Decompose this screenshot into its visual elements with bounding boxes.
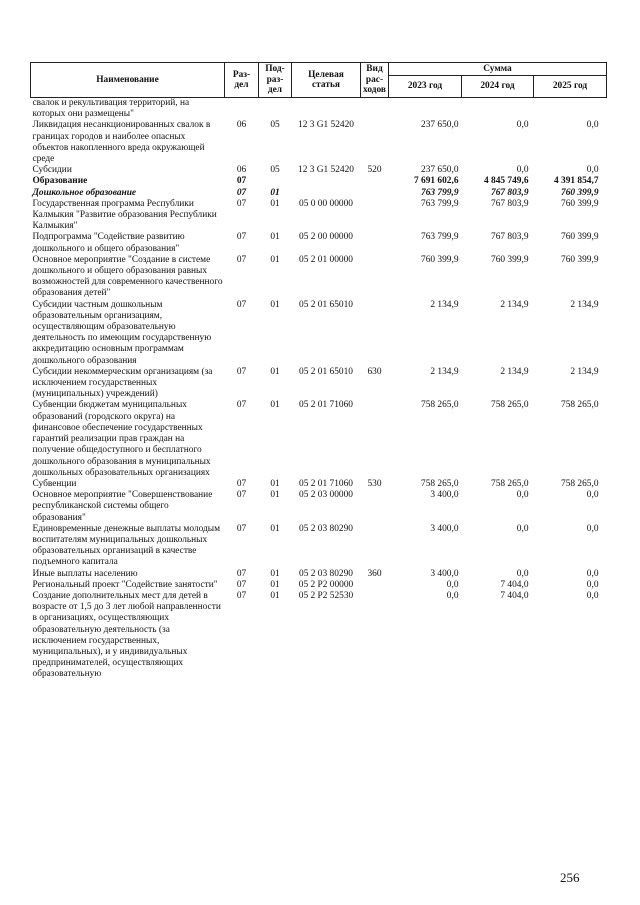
cell-expense-type (361, 199, 389, 233)
cell-target-article (292, 188, 361, 199)
cell-sum-2024: 767 803,9 (491, 198, 529, 209)
cell-razdel: 07 (236, 523, 247, 534)
header-razdel: Раз- дел (225, 63, 259, 98)
cell-target-article: 05 2 03 80290 (299, 568, 353, 579)
cell-sum-2024: 0,0 (516, 120, 529, 131)
cell-target-article: 05 2 01 71060 (299, 400, 353, 411)
cell-name: Субвенции (32, 478, 77, 489)
table-row (31, 300, 607, 367)
cell-podrazdel: 01 (270, 478, 280, 489)
cell-razdel (225, 98, 259, 121)
cell-podrazdel (259, 176, 292, 187)
page-number: 256 (560, 870, 580, 885)
cell-sum-2025: 760 399,9 (561, 232, 599, 243)
cell-sum-2024: 7 404,0 (500, 590, 529, 601)
cell-razdel: 07 (236, 254, 247, 265)
cell-expense-type (361, 591, 389, 681)
cell-sum-2025: 2 134,9 (570, 299, 599, 310)
cell-podrazdel: 01 (270, 366, 280, 377)
table-row (31, 479, 607, 490)
cell-sum-2025: 0,0 (586, 590, 599, 601)
cell-sum-2024: 4 845 749,6 (483, 176, 529, 187)
cell-podrazdel: 01 (270, 490, 280, 501)
table-row (31, 255, 607, 300)
cell-sum-2024: 2 134,9 (500, 299, 529, 310)
cell-sum-2023: 0,0 (446, 579, 459, 590)
table-row (31, 176, 607, 187)
cell-target-article: 05 2 01 71060 (299, 478, 353, 489)
table-row (31, 400, 607, 478)
cell-razdel: 07 (236, 590, 247, 601)
cell-sum-2025: 0,0 (586, 165, 599, 176)
cell-sum-2023: 758 265,0 (421, 478, 459, 489)
cell-expense-type (361, 300, 389, 367)
cell-sum-2023: 763 799,9 (421, 187, 459, 198)
cell-razdel: 07 (236, 366, 247, 377)
cell-sum-2023: 237 650,0 (421, 165, 459, 176)
header-name: Наименование (31, 63, 225, 98)
cell-razdel: 07 (236, 299, 247, 310)
cell-name: Субсидии (32, 165, 72, 176)
cell-razdel: 07 (236, 198, 247, 209)
cell-expense-type: 360 (367, 568, 382, 579)
table-row (31, 524, 607, 569)
cell-name: Дошкольное образование (32, 187, 137, 198)
cell-sum-2023: 763 799,9 (421, 232, 459, 243)
header-year-2023: 2023 год (389, 76, 462, 98)
cell-expense-type (361, 232, 389, 254)
cell-sum-2023: 0,0 (446, 590, 459, 601)
cell-name: Единовременные денежные выплаты молодым воспитателям муниципальных дошкольных образовательных организаций в качестве подъемного капитала (32, 523, 221, 568)
cell-expense-type (361, 580, 389, 591)
cell-target-article: 12 3 G1 52420 (298, 165, 354, 176)
cell-sum-2023: 237 650,0 (421, 120, 459, 131)
cell-sum-2025: 0,0 (586, 568, 599, 579)
cell-sum-2023: 3 400,0 (430, 568, 459, 579)
table-row (31, 490, 607, 524)
table-header (31, 63, 607, 98)
cell-razdel: 07 (236, 478, 247, 489)
cell-sum-2024: 760 399,9 (491, 254, 529, 265)
cell-sum-2023: 3 400,0 (430, 523, 459, 534)
cell-target-article: 05 2 00 00000 (299, 232, 353, 243)
cell-target-article: 12 3 G1 52420 (298, 120, 354, 131)
cell-sum-2024: 0,0 (516, 490, 529, 501)
cell-razdel: 07 (236, 400, 247, 411)
cell-expense-type (361, 188, 389, 199)
cell-target-article: 05 2 01 65010 (299, 366, 353, 377)
cell-podrazdel: 01 (270, 198, 280, 209)
cell-sum-2024: 0,0 (516, 165, 529, 176)
cell-sum-2023: 7 691 602,6 (413, 176, 459, 187)
cell-sum-2023: 2 134,9 (430, 366, 459, 377)
table-row (31, 98, 607, 121)
cell-sum-2023: 2 134,9 (430, 299, 459, 310)
table-row (31, 120, 607, 165)
cell-target-article: 05 2 03 00000 (299, 490, 353, 501)
cell-podrazdel: 01 (270, 579, 280, 590)
cell-sum-2024: 7 404,0 (500, 579, 529, 590)
cell-sum-2025: 2 134,9 (570, 366, 599, 377)
cell-target-article: 05 2 03 80290 (299, 523, 353, 534)
cell-target-article (292, 176, 361, 187)
header-target-article: Целевая статья (292, 63, 361, 98)
cell-podrazdel: 01 (270, 590, 280, 601)
cell-podrazdel (259, 98, 292, 121)
cell-expense-type: 520 (367, 165, 382, 176)
cell-sum-2025: 0,0 (586, 490, 599, 501)
cell-sum-2024: 767 803,9 (491, 232, 529, 243)
cell-name: Субсидии некоммерческим организациям (за исключением государственных (муниципальных) учреждений) (32, 366, 213, 400)
cell-podrazdel: 05 (270, 120, 280, 131)
cell-sum-2025: 0,0 (586, 523, 599, 534)
cell-sum-2024: 758 265,0 (491, 400, 529, 411)
cell-sum-2024: 758 265,0 (491, 478, 529, 489)
cell-sum-2024: 767 803,9 (491, 187, 529, 198)
table-row (31, 569, 607, 580)
cell-name: Субвенции бюджетам муниципальных образований (городского округа) на финансовое обеспечение государственных гарантий реализации прав граждан на получение общедоступного и бесплатного дошкольного образования в муниципальных дошкольных образовательных организациях (32, 400, 211, 478)
table-row (31, 165, 607, 176)
header-year-2025: 2025 год (534, 76, 607, 98)
cell-expense-type (361, 176, 389, 187)
table-row (31, 232, 607, 254)
cell-name: Образование (32, 176, 88, 187)
cell-name: Основное мероприятие "Создание в системе дошкольного и общего образования равных возможностей для современного качественного образования детей" (32, 254, 223, 299)
header-expense-type: Вид рас- ходов (361, 63, 389, 98)
cell-sum-2025: 0,0 (586, 120, 599, 131)
cell-sum-2023: 760 399,9 (421, 254, 459, 265)
cell-expense-type (361, 524, 389, 569)
cell-sum-2024: 2 134,9 (500, 366, 529, 377)
header-podrazdel: Под- раз- дел (259, 63, 292, 98)
cell-razdel: 07 (236, 568, 247, 579)
cell-expense-type (361, 120, 389, 165)
cell-sum-2025: 758 265,0 (561, 400, 599, 411)
cell-expense-type (361, 490, 389, 524)
cell-expense-type: 530 (367, 478, 382, 489)
cell-sum-2023: 763 799,9 (421, 198, 459, 209)
cell-sum-2025: 758 265,0 (561, 478, 599, 489)
cell-podrazdel: 01 (270, 299, 280, 310)
cell-name: свалок и рекультивация территорий, на которых они размещены" (32, 98, 190, 120)
cell-podrazdel: 01 (270, 187, 280, 198)
header-sum: Сумма (389, 63, 607, 76)
cell-name: Государственная программа Республики Калмыкия "Развитие образования Республики Калмыкия" (32, 198, 217, 232)
cell-name: Подпрограмма "Содействие развитию дошкольного и общего образования" (32, 232, 185, 254)
cell-podrazdel: 05 (270, 165, 280, 176)
cell-sum-2024: 0,0 (516, 568, 529, 579)
cell-sum-2023 (389, 98, 462, 121)
table-row (31, 580, 607, 591)
cell-sum-2025 (534, 98, 607, 121)
cell-name: Иные выплаты населению (32, 568, 138, 579)
cell-podrazdel: 01 (270, 400, 280, 411)
budget-table (30, 62, 607, 681)
cell-podrazdel: 01 (270, 254, 280, 265)
cell-sum-2024 (462, 98, 534, 121)
table-row (31, 199, 607, 233)
cell-target-article: 05 0 00 00000 (299, 198, 353, 209)
cell-sum-2023: 758 265,0 (421, 400, 459, 411)
cell-sum-2025: 760 399,9 (561, 254, 599, 265)
cell-name: Создание дополнительных мест для детей в возрасте от 1,5 до 3 лет любой направленности в организациях, осуществляющих образовательную деятельность (за исключением государственных, муниципальных), и у индивидуальных предпринимателей, осуществляющих образовательную (32, 590, 221, 680)
cell-razdel: 07 (236, 232, 247, 243)
cell-podrazdel: 01 (270, 523, 280, 534)
cell-target-article: 05 2 01 65010 (299, 299, 353, 310)
cell-podrazdel: 01 (270, 232, 280, 243)
cell-razdel: 07 (236, 490, 247, 501)
cell-razdel: 06 (236, 165, 247, 176)
cell-name: Ликвидация несанкционированных свалок в границах городов и наиболее опасных объектов накопленного вреда окружающей среде (32, 120, 211, 165)
cell-expense-type: 630 (367, 366, 382, 377)
cell-podrazdel: 01 (270, 568, 280, 579)
table-row (31, 188, 607, 199)
cell-sum-2025: 0,0 (586, 579, 599, 590)
cell-target-article: 05 2 P2 52530 (298, 590, 354, 601)
cell-target-article: 05 2 01 00000 (299, 254, 353, 265)
cell-name: Региональный проект "Содействие занятости" (32, 579, 218, 590)
cell-sum-2025: 760 399,9 (561, 198, 599, 209)
cell-target-article (292, 98, 361, 121)
cell-expense-type (361, 400, 389, 478)
table-body (31, 98, 607, 681)
cell-razdel: 07 (236, 187, 247, 198)
header-year-2024: 2024 год (462, 76, 534, 98)
table-row (31, 591, 607, 681)
cell-razdel: 07 (236, 579, 247, 590)
table-row (31, 367, 607, 401)
cell-sum-2024: 0,0 (516, 523, 529, 534)
cell-razdel: 07 (236, 176, 247, 187)
cell-sum-2023: 3 400,0 (430, 490, 459, 501)
cell-expense-type (361, 98, 389, 121)
cell-expense-type (361, 255, 389, 300)
cell-target-article: 05 2 P2 00000 (298, 579, 354, 590)
cell-name: Субсидии частным дошкольным образовательным организациям, осуществляющим образовательную деятельность по имеющим государственную аккредитацию основным программам дошкольного образования (32, 299, 212, 366)
cell-sum-2025: 4 391 854,7 (553, 176, 599, 187)
cell-name: Основное мероприятие "Совершенствование республиканской системы общего образования" (32, 490, 213, 523)
cell-sum-2025: 760 399,9 (561, 187, 599, 198)
cell-razdel: 06 (236, 120, 247, 131)
